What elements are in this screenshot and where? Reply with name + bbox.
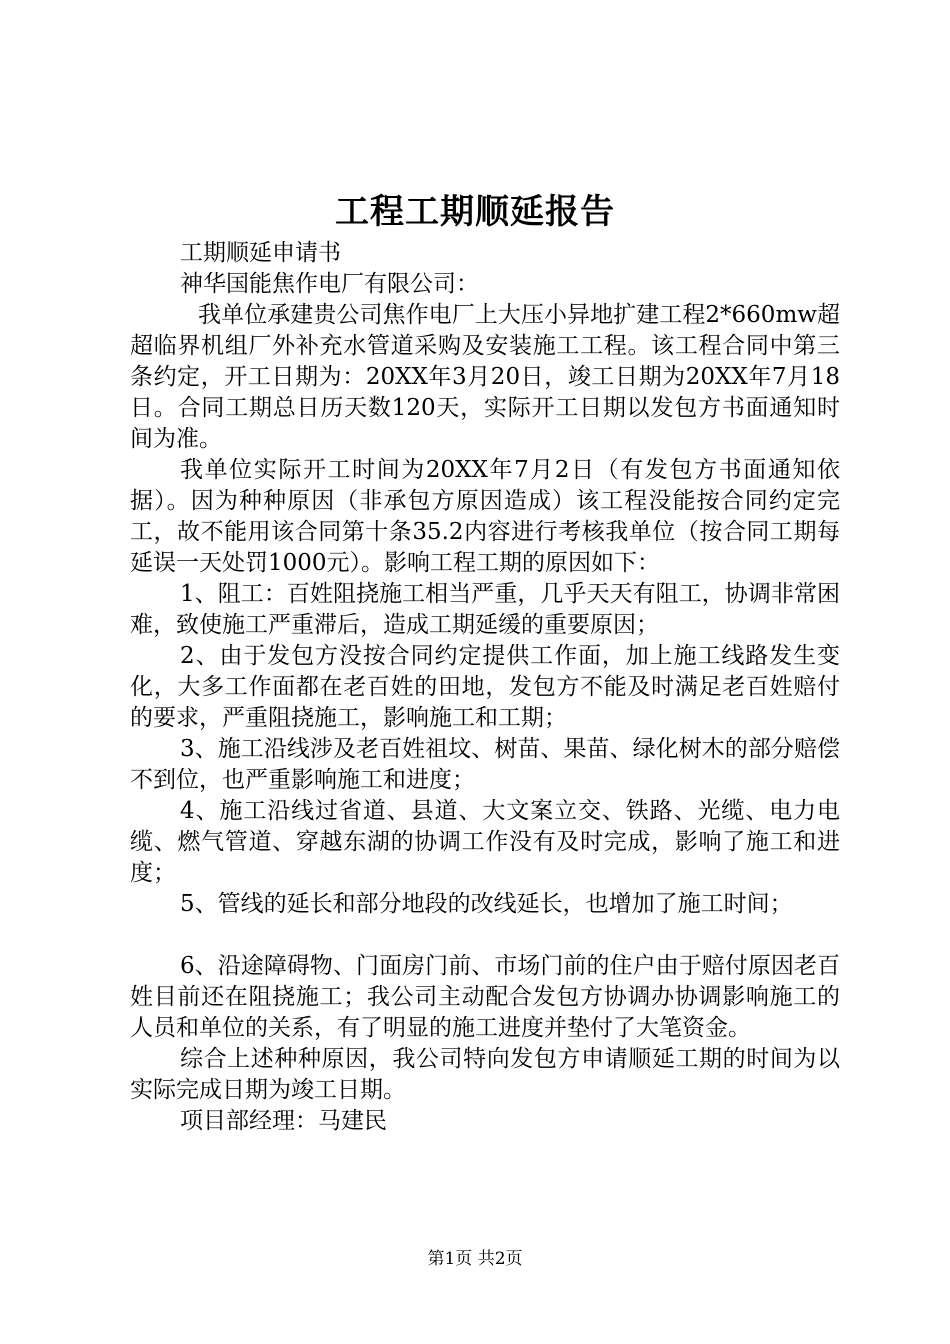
paragraph-project-intro: 我单位承建贵公司焦作电厂上大压小异地扩建工程2*660mw超超临界机组厂外补充水管道采购及安装施工工程。该工程合同中第三条约定，开工日期为：20XX年3月20日，竣工日期为20XX年7月18日。合同工期总日历天数120天，实际开工日期以发包方书面通知时间为准。 [130, 302, 840, 452]
document-title: 工程工期顺延报告 [335, 192, 615, 232]
document-body [130, 238, 840, 1137]
paragraph-reason-5: 5、管线的延长和部分地段的改线延长，也增加了施工时间； [180, 891, 793, 917]
paragraph-reason-6: 6、沿途障碍物、门面房门前、市场门前的住户由于赔付原因老百姓目前还在阻挠施工；我公司主动配合发包方协调办协调影响施工的人员和单位的关系，有了明显的施工进度并垫付了大笔资金。 [130, 953, 840, 1041]
paragraph-signature: 项目部经理：马建民 [180, 1108, 387, 1134]
paragraph-reason-4: 4、施工沿线过省道、县道、大文案立交、铁路、光缆、电力电缆、燃气管道、穿越东湖的协调工作没有及时完成，影响了施工和进度； [130, 798, 840, 886]
paragraph-heading: 工期顺延申请书 [180, 240, 341, 266]
paragraph-reason-2: 2、由于发包方没按合同约定提供工作面，加上施工线路发生变化，大多工作面都在老百姓的田地，发包方不能及时满足老百姓赔付的要求，严重阻挠施工，影响施工和工期； [130, 643, 840, 731]
paragraph-reason-1: 1、阻工：百姓阻挠施工相当严重，几乎天天有阻工，协调非常困难，致使施工严重滞后，造成工期延缓的重要原因； [130, 581, 840, 638]
paragraph-actual-start: 我单位实际开工时间为20XX年7月2日（有发包方书面通知依据）。因为种种原因（非承包方原因造成）该工程没能按合同约定完工，故不能用该合同第十条35.2内容进行考核我单位（按合同工期每延误一天处罚1000元）。影响工程工期的原因如下： [130, 457, 840, 576]
paragraph-reason-3: 3、施工沿线涉及老百姓祖坟、树苗、果苗、绿化树木的部分赔偿不到位，也严重影响施工和进度； [130, 736, 840, 793]
paragraph-conclusion: 综合上述种种原因，我公司特向发包方申请顺延工期的时间为以实际完成日期为竣工日期。 [130, 1046, 840, 1103]
paragraph-addressee: 神华国能焦作电厂有限公司： [180, 271, 479, 297]
page-footer: 第1页 共2页 [427, 1249, 523, 1269]
